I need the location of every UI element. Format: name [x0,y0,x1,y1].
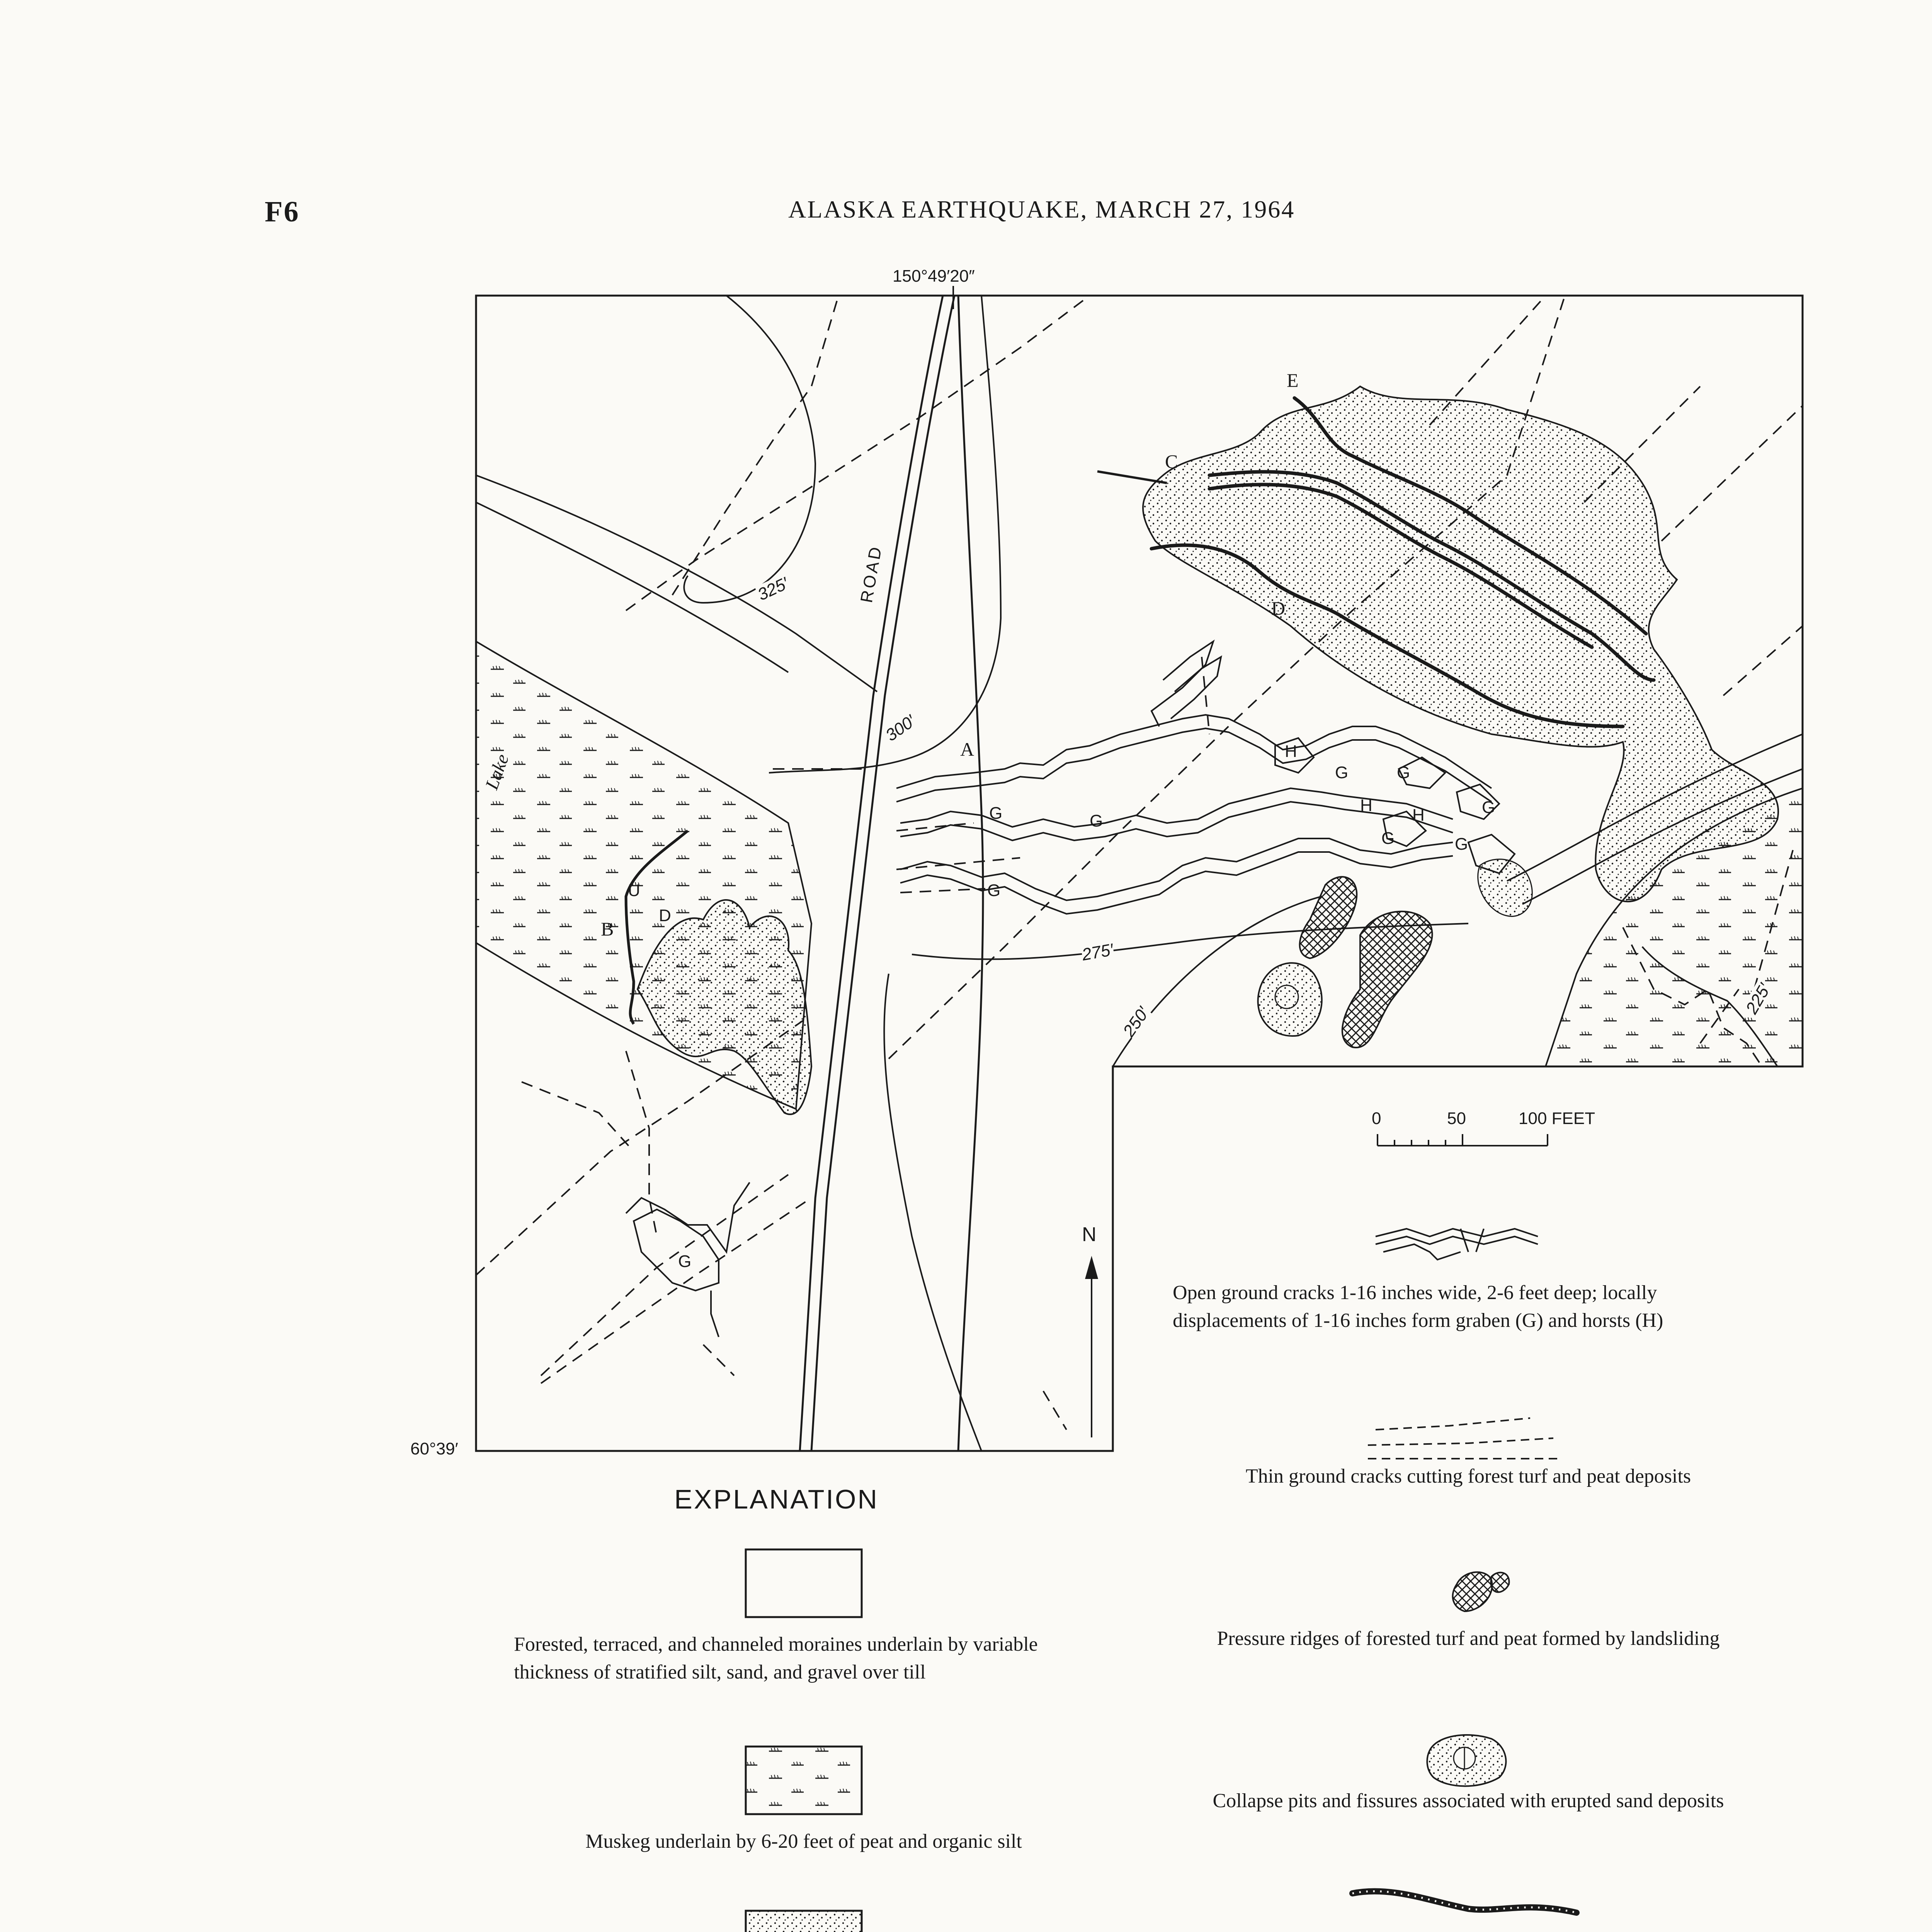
contour-label-275: 275′ [1080,940,1115,964]
north-label: N [1082,1223,1097,1246]
photo-letter-e: E [1287,369,1299,391]
graben-label: G [1397,763,1410,782]
graben-label: G [1381,829,1395,848]
graben-label: G [1090,811,1103,830]
legend-swatch-collapse-pits [1427,1735,1506,1786]
road-label: ROAD [857,543,886,604]
legend-text-moraine: Forested, terraced, and channeled moraines underlain by variable thickness of stratified silt, sand, and gravel over till [514,1633,1038,1683]
eruptive-deposit-north [1143,386,1778,901]
legend-text-thin-cracks: Thin ground cracks cutting forest turf and peat deposits [1245,1465,1691,1487]
map-body [476,296,1803,1451]
contour-label-300: 300′ [882,711,919,745]
page-number: F6 [265,196,300,228]
horst-label: H [1412,806,1425,825]
lake-shore [476,475,877,692]
horst-label: H [1360,796,1372,815]
lake-shore-2 [476,502,788,672]
legend-swatch-erupting-cracks [1352,1891,1577,1913]
legend-swatch-pressure-ridges [1453,1572,1509,1611]
legend-swatch-eruptive [746,1911,862,1932]
legend-swatch-thin-cracks [1368,1418,1561,1459]
photo-letter-b: B [601,918,614,940]
lake-label: Lake [481,751,513,793]
graben-label: G [989,804,1003,823]
scale-label-0: 0 [1372,1109,1381,1128]
legend-swatch-muskeg [746,1747,862,1814]
legend-text-open-cracks: Open ground cracks 1-16 inches wide, 2-6 feet deep; locally displacements of 1-16 inches form graben (G) and horsts (H) [1173,1282,1663,1332]
contour-label-225: 225′ [1742,980,1775,1017]
longitude-label: 150°49′20″ [893,267,975,286]
pressure-ridge-1 [1300,877,1357,958]
north-arrow [1085,1256,1098,1437]
scale-label-100: 100 FEET [1519,1109,1595,1128]
graben-label: G [1455,835,1468,854]
pressure-ridge-2 [1342,912,1432,1048]
graben-label: G [1482,798,1495,817]
road [800,296,983,1451]
graben-label: G [678,1252,692,1271]
scale-label-50: 50 [1447,1109,1466,1128]
eruptive-deposit-central [1478,859,1532,917]
photo-letter-a: A [960,738,975,760]
graben-label: G [1335,763,1349,782]
scale-bar [1378,1134,1548,1146]
legend-text-pressure-ridges: Pressure ridges of forested turf and peat formed by landsliding [1217,1628,1720,1650]
legend-swatch-moraine [746,1549,862,1617]
legend-swatch-open-cracks [1376,1229,1538,1260]
legend-text-muskeg: Muskeg underlain by 6-20 feet of peat and organic silt [585,1830,1022,1852]
photo-letter-d: D [1271,597,1286,619]
running-title: ALASKA EARTHQUAKE, MARCH 27, 1964 [788,196,1295,223]
graben-label: G [987,881,1001,900]
collapse-pit [1258,963,1322,1036]
latitude-label: 60°39′ [410,1439,458,1458]
contour-label-250: 250′ [1119,1003,1153,1041]
legend-title: EXPLANATION [674,1484,879,1514]
legend-text-collapse-pits: Collapse pits and fissures associated with erupted sand deposits [1213,1790,1724,1812]
contour-label-325: 325′ [755,574,791,605]
horst-label: H [1285,742,1297,761]
fault-down-label: D [659,906,671,925]
photo-letter-c: C [1165,451,1178,472]
fault-up-label: U [628,881,640,900]
